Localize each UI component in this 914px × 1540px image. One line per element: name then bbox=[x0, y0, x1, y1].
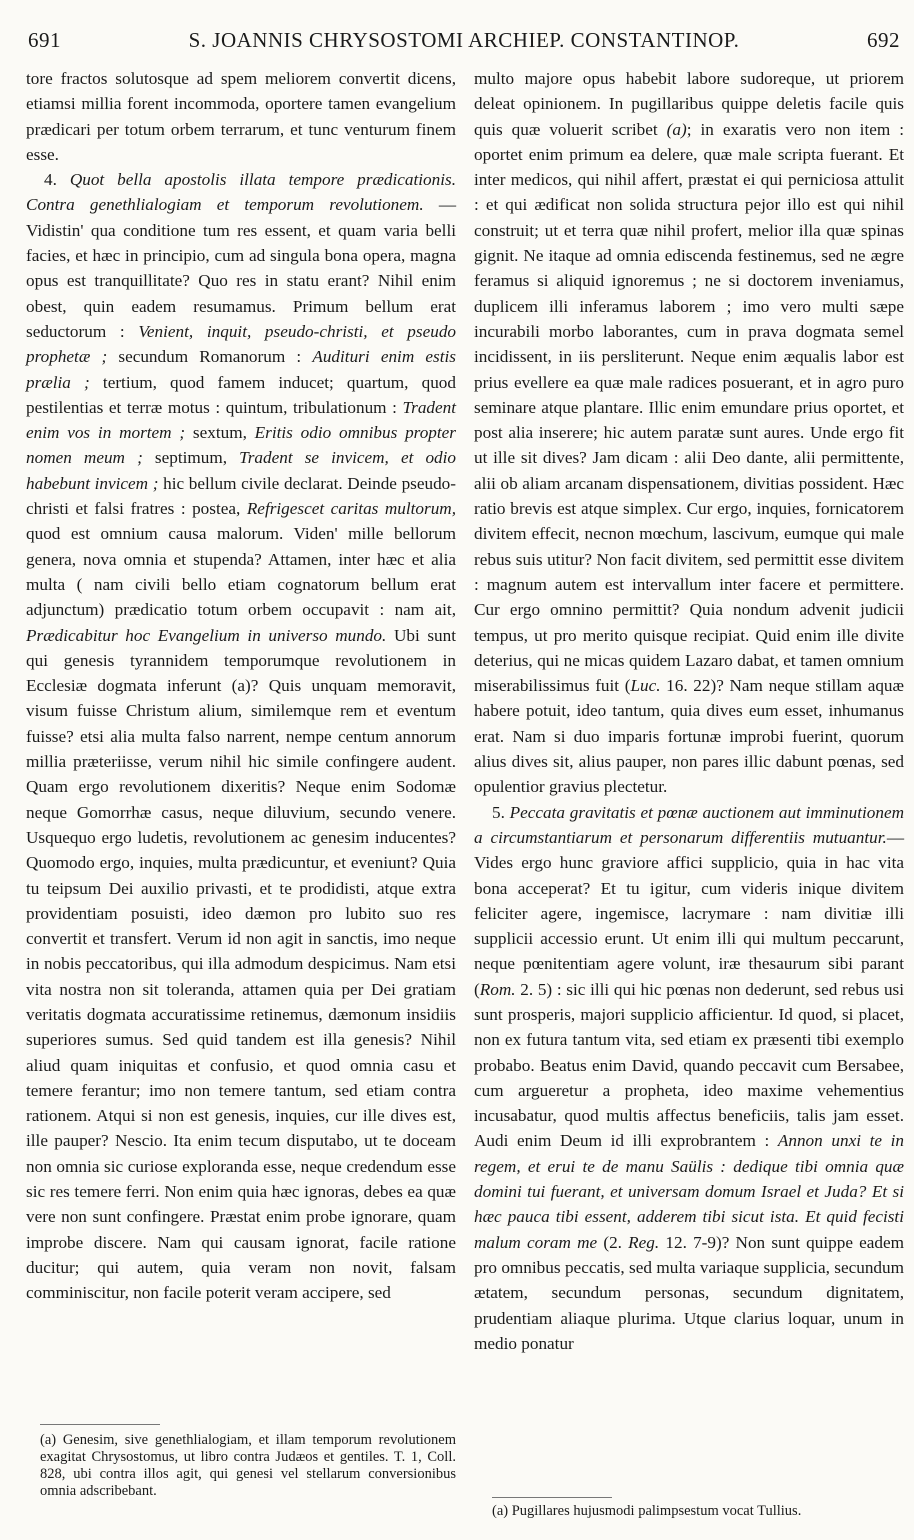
text-run: 12. 7-9)? Non sunt quippe eadem pro omnibus peccatis, sed multa variaque supplicia, secundum ætatem, secundum personas, secundum dignitatem, prudentiam aliaque plurima. Utque clarius loquar, unum in medio ponatur bbox=[474, 1232, 905, 1353]
scripture-quote: Annon unxi te in regem, et erui te de manu Saülis : dedique tibi omnia quæ domini tui fuerant, et universam domum Israel et Juda? Et si hæc pauca tibi essent, adderem tibi sicut ista. Et quid fecisti malum coram me bbox=[474, 1131, 905, 1252]
footnote-marker: (a) bbox=[666, 119, 687, 139]
text-run: septimum, bbox=[154, 448, 227, 468]
scripture-quote: Refrigescet caritas multorum, bbox=[246, 499, 456, 519]
scripture-quote: Eritis odio omnibus propter nomen meum ; bbox=[26, 423, 456, 468]
text-run: sextum, bbox=[192, 423, 247, 443]
running-title: S. JOANNIS CHRYSOSTOMI ARCHIEP. CONSTANTINOP. bbox=[188, 28, 740, 52]
text-run: (2. bbox=[603, 1232, 622, 1252]
section-4 bbox=[26, 167, 456, 1305]
text-run: 2. 5) : sic illi qui hic pœnas non dederunt, sed rebus usi sunt prosperis, majori supplicio afficientur. Id quod, si placet, non ex futura tantum vita, sed etiam ex præsenti tibi exemplo probabo. Beatus enim David, quando peccavit cum Bersabee, cum argueretur a propheta, ideo maxime vehementius incusabatur, quod multis affectus beneficiis, talis jam esset. Audi enim Deum id illi exprobrantem : bbox=[474, 979, 905, 1151]
text-run: hic bellum civile declarat. Deinde pseudo-christi et falsi fratres : postea, bbox=[26, 473, 456, 519]
page-number-left: 691 bbox=[28, 28, 61, 52]
section-number: 5. bbox=[492, 802, 505, 822]
scripture-reference: Rom. bbox=[479, 979, 516, 999]
paragraph-continuation: tore fractos solutosque ad spem meliorem convertit dicens, etiamsi millia forent incommoda, oportere tamen evangelium prædicari per totum orbem terrarum, et tunc venturum finem esse. bbox=[26, 69, 456, 164]
text-run: tertium, quod famem inducet; quartum, quod pestilentias et terræ motus : quintum, tribulationum : bbox=[26, 372, 456, 417]
section-number: 4. bbox=[44, 170, 57, 190]
section-5 bbox=[474, 800, 904, 1357]
section-heading: Quot bella apostolis illata tempore prædicationis. Contra genethlialogiam et temporum revolutionem. bbox=[26, 170, 456, 215]
left-column bbox=[26, 66, 456, 1306]
scripture-quote: Tradent enim vos in mortem ; bbox=[26, 397, 456, 443]
section-heading: Peccata gravitatis et pœnæ auctionem aut imminutionem a circumstantiarum et personarum differentiis mutuantur. bbox=[474, 802, 904, 847]
text-run: —Vides ergo hunc graviore affici supplicio, quia in hac vita bona acceperat? Et tu igitur, cum videris inique divitem feliciter agere, ingemisce, lacrymare : nam divitiæ illi supplicii accessio erunt. Ut enim illi qui multum peccarunt, neque pœnitentiam agere volunt, iræ thesaurum sibi parant ( bbox=[474, 827, 904, 999]
text-run: Ubi sunt qui genesis tyrannidem temporumque revolutionem in Ecclesiæ dogmata inferunt (a)? Quis unquam memoravit, visum fuisse Christum alium, similemque rem et eventum fuisse? etsi alia multa falso narrent, nempe centum annorum millia præteriisse, verum nihil hic simile confingere audent. Quam ergo revolutionem dixeritis? Neque enim Sodomæ neque Gomorrhæ casus, neque diluvium, secundo venere. Usquequo ergo ludetis, revolutionem ac genesim inducentes? Quomodo ergo, inquies, multa prædicuntur, et eveniunt? Quia tu teipsum Dei auxilio privasti, et te prodidisti, atque extra providentiam posuisti, ideo dæmon pro lubito suo res convertit et transfert. Verum id non agit in sanctis, imo neque in nobis peccatoribus, qui illa admodum despicimus. Nam etsi vita nostra non sit toleranda, attamen quia per Dei gratiam veritatis dogmata accuratissime retinemus, dæmonum insidiis superiores sumus. Sed quid tandem est illa genesis? Nihil aliud quam iniquitas et confusio, et quod omnia casu et temere ferantur; imo non temere tantum, sed etiam contra rationem. Atqui si non est genesis, inquies, cur ille dives est, ille pauper? Nescio. Ita enim tecum disputabo, ut te doceam non omnia sic curiose exploranda esse, neque credendum esse sic res temere ferri. Non enim quia hæc ignoras, debes ea quæ vere non sunt confingere. Præstat enim probe ignorare, quam improbe discere. Nam qui causam ignorat, facile ratione ducitur; qui autem, quia veram non novit, falsam comminiscitur, non facile poterit veram accipere, sed bbox=[26, 625, 457, 1303]
scripture-quote: Venient, inquit, pseudo-christi, et pseudo prophetæ ; bbox=[26, 321, 457, 367]
scripture-quote: Prædicabitur hoc Evangelium in universo mundo. bbox=[26, 625, 387, 645]
scripture-reference: Reg. bbox=[628, 1232, 660, 1252]
footnote-rule-right bbox=[492, 1497, 612, 1498]
scripture-quote: Audituri enim estis prælia ; bbox=[26, 347, 456, 392]
page-number-right: 692 bbox=[867, 28, 900, 52]
text-run: secundum Romanorum : bbox=[118, 347, 302, 367]
text-run: multo majore opus habebit labore sudoreque, ut priorem deleat opinionem. In pugillaribus quippe deletis facile quis quis quæ voluerit scribet bbox=[474, 69, 904, 139]
text-run: 16. 22)? Nam neque stillam aquæ habere potuit, ideo tantum, quia dives eum esset, inhumanus erat. Nam si duo imparis fortunæ improbi fuerint, quorum alius dives sit, alius pauper, non pares illic dabunt pœnas, sed opulentior gravius plectetur. bbox=[474, 676, 904, 797]
footnote-right: (a) Pugillares hujusmodi palimpsestum vocat Tullius. bbox=[492, 1503, 802, 1519]
right-column bbox=[474, 66, 904, 1356]
text-run: quod est omnium causa malorum. Viden' mille bellorum genera, nova omnia et stupenda? Attamen, inter hæc et alia multa ( nam civili bello etiam cognatorum bellum erat adjunctum) prædicatio totum orbem occupavit : nam ait, bbox=[26, 524, 456, 620]
text-run: — Vidistin' qua conditione tum res essent, et quam varia belli facies, et hæc in principio, cum ad singula bona opera, magna opus est tranquillitate? Quo res in statu erant? Nihil enim obest, quin eadem resumamus. Primum bellum erat seductorum : bbox=[26, 195, 456, 341]
scripture-quote: Tradent se invicem, et odio habebunt invicem ; bbox=[26, 448, 457, 493]
text-run: ; in exaratis vero non item : oportet enim primum ea delere, quæ male scripta fuerant. Et inter medicos, qui nihil affert, præstat ei qui perniciosa attulit : et qui ædificat non solida structura pejor illo est qui nihil construit; ut et terra quæ nihil profert, melior illa quæ spinas gignit. Ne itaque ad omnia ediscenda festinemus, sed ne ægre feramus si aliquid ignoremus ; ne si doctorem inveniamus, duplicem illi inferamus laborem ; imo vero multi sæpe incurabili morbo laborantes, cum in prava dogmata semel incidissent, in iis persliterunt. Neque enim æqualis labor est prius evellere ea quæ male radices posuerant, et in agro puro seminare atque plantare. Illic enim emundare prius oportet, et post alia inserere; hic autem paratæ sunt aures. Unde ergo fit ut ille sit dives? Jam dicam : alii Deo dante, alii permittente, alii ob aliam arcanam dispensationem, divitias possident. Hæc ratio brevis est atque simplex. Cur ergo, inquies, fornicatorem divitem effecit, necnon mœchum, lascivum, eumque qui male rebus suis utitur? Non facit divitem, sed permittit esse divitem : magnum autem est intervallum inter facere et permittere. Cur ergo omnino permittit? Quia nondum advenit judicii tempus, ut pro merito quisque recipiat. Quid enim ille divite deterius, qui ne micas quidem Lazaro dabat, et tamen omnium miserabilissimus fuit ( bbox=[474, 119, 905, 696]
scripture-reference: Luc. bbox=[630, 676, 661, 696]
paragraph-continuation bbox=[474, 66, 904, 800]
running-header bbox=[28, 12, 900, 52]
footnote-left: (a) Genesim, sive genethlialogiam, et illam temporum revolutionem exagitat Chrysostomus, ut libro contra Judæos et gentiles. T. 1, Coll. 828, ubi contra illos agit, qui genesi vel stellarum conversionibus omnia adscribebant. bbox=[40, 1432, 456, 1499]
footnote-rule-left bbox=[40, 1424, 160, 1425]
